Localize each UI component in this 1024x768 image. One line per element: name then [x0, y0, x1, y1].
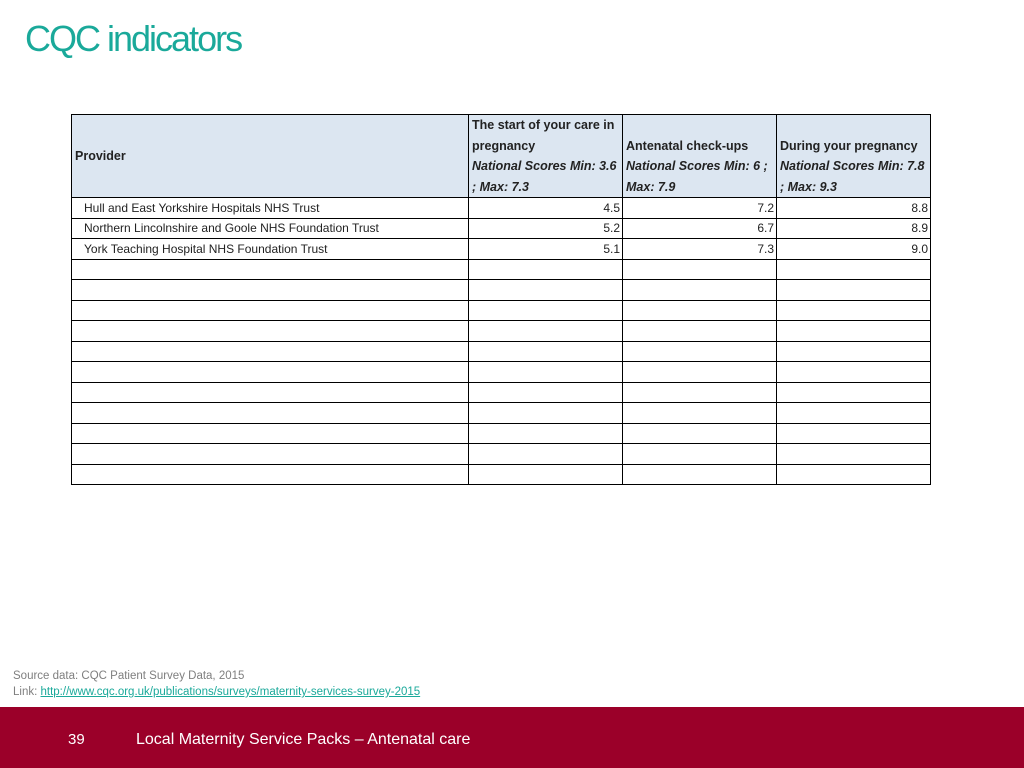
- start-of-care-score-cell: [469, 300, 623, 321]
- provider-cell: York Teaching Hospital NHS Foundation Trust: [72, 239, 469, 260]
- during-pregnancy-score-cell: [777, 321, 931, 342]
- antenatal-checkups-score-cell: [623, 403, 777, 424]
- during-pregnancy-score-cell: [777, 423, 931, 444]
- start-of-care-score-cell: 5.1: [469, 239, 623, 260]
- during-pregnancy-score-cell: [777, 259, 931, 280]
- column-header-title: The start of your care in pregnancy: [472, 118, 615, 153]
- antenatal-checkups-score-cell: [623, 341, 777, 362]
- during-pregnancy-score-cell: 8.9: [777, 218, 931, 239]
- table-row: [72, 382, 931, 403]
- antenatal-checkups-column-header: [623, 115, 777, 198]
- provider-cell: [72, 259, 469, 280]
- antenatal-checkups-score-cell: [623, 280, 777, 301]
- page-title: CQC indicators: [25, 18, 242, 59]
- antenatal-checkups-score-cell: [623, 321, 777, 342]
- start-of-care-score-cell: [469, 362, 623, 383]
- table-row: [72, 444, 931, 465]
- provider-cell: Hull and East Yorkshire Hospitals NHS Trust: [72, 198, 469, 219]
- source-label: Source data: CQC Patient Survey Data, 2015: [13, 670, 245, 682]
- table-row: [72, 198, 931, 219]
- page-number: 39: [68, 731, 85, 748]
- during-pregnancy-score-cell: [777, 300, 931, 321]
- provider-cell: [72, 362, 469, 383]
- start-of-care-score-cell: [469, 321, 623, 342]
- during-pregnancy-score-cell: [777, 362, 931, 383]
- source-note: [13, 668, 420, 700]
- provider-cell: [72, 444, 469, 465]
- during-pregnancy-score-cell: [777, 403, 931, 424]
- footer-bar: [0, 707, 1024, 768]
- during-pregnancy-column-header: [777, 115, 931, 198]
- antenatal-checkups-score-cell: [623, 423, 777, 444]
- start-of-care-column-header: [469, 115, 623, 198]
- table-row: [72, 218, 931, 239]
- table-row: [72, 423, 931, 444]
- table-row: [72, 362, 931, 383]
- antenatal-checkups-score-cell: [623, 300, 777, 321]
- start-of-care-score-cell: [469, 444, 623, 465]
- antenatal-checkups-score-cell: 7.3: [623, 239, 777, 260]
- during-pregnancy-score-cell: [777, 444, 931, 465]
- antenatal-checkups-score-cell: 7.2: [623, 198, 777, 219]
- start-of-care-score-cell: [469, 259, 623, 280]
- table-row: [72, 464, 931, 485]
- during-pregnancy-score-cell: [777, 341, 931, 362]
- provider-cell: Northern Lincolnshire and Goole NHS Foundation Trust: [72, 218, 469, 239]
- during-pregnancy-score-cell: [777, 280, 931, 301]
- antenatal-checkups-score-cell: [623, 444, 777, 465]
- start-of-care-score-cell: [469, 280, 623, 301]
- antenatal-checkups-score-cell: [623, 362, 777, 383]
- table-row: [72, 239, 931, 260]
- footer-title: Local Maternity Service Packs – Antenatal care: [136, 731, 471, 748]
- start-of-care-score-cell: [469, 423, 623, 444]
- during-pregnancy-score-cell: 9.0: [777, 239, 931, 260]
- provider-cell: [72, 280, 469, 301]
- column-header-national-scores: National Scores Min: 7.8 ; Max: 9.3: [780, 159, 925, 194]
- table-row: [72, 300, 931, 321]
- start-of-care-score-cell: [469, 403, 623, 424]
- provider-cell: [72, 321, 469, 342]
- provider-cell: [72, 382, 469, 403]
- provider-cell: [72, 423, 469, 444]
- start-of-care-score-cell: 4.5: [469, 198, 623, 219]
- during-pregnancy-score-cell: 8.8: [777, 198, 931, 219]
- table-row: [72, 259, 931, 280]
- during-pregnancy-score-cell: [777, 464, 931, 485]
- antenatal-checkups-score-cell: [623, 382, 777, 403]
- provider-cell: [72, 464, 469, 485]
- during-pregnancy-score-cell: [777, 382, 931, 403]
- provider-cell: [72, 341, 469, 362]
- table-row: [72, 403, 931, 424]
- source-link[interactable]: http://www.cqc.org.uk/publications/surveys/maternity-services-survey-2015: [40, 686, 421, 698]
- table-header-row: [72, 115, 931, 198]
- antenatal-checkups-score-cell: 6.7: [623, 218, 777, 239]
- table-row: [72, 280, 931, 301]
- provider-cell: [72, 403, 469, 424]
- table-row: [72, 321, 931, 342]
- column-header-title: During your pregnancy: [780, 138, 918, 153]
- antenatal-checkups-score-cell: [623, 464, 777, 485]
- source-link-line: [13, 684, 420, 700]
- link-prefix: Link:: [13, 686, 41, 698]
- antenatal-checkups-score-cell: [623, 259, 777, 280]
- column-header-national-scores: National Scores Min: 6 ; Max: 7.9: [626, 159, 768, 194]
- cqc-indicators-table: [71, 114, 931, 485]
- start-of-care-score-cell: 5.2: [469, 218, 623, 239]
- column-header-title: Antenatal check-ups: [626, 138, 749, 153]
- table-body: [72, 198, 931, 485]
- start-of-care-score-cell: [469, 382, 623, 403]
- provider-cell: [72, 300, 469, 321]
- start-of-care-score-cell: [469, 464, 623, 485]
- column-header-national-scores: National Scores Min: 3.6 ; Max: 7.3: [472, 159, 617, 194]
- table-row: [72, 341, 931, 362]
- start-of-care-score-cell: [469, 341, 623, 362]
- provider-column-header: Provider: [72, 115, 469, 198]
